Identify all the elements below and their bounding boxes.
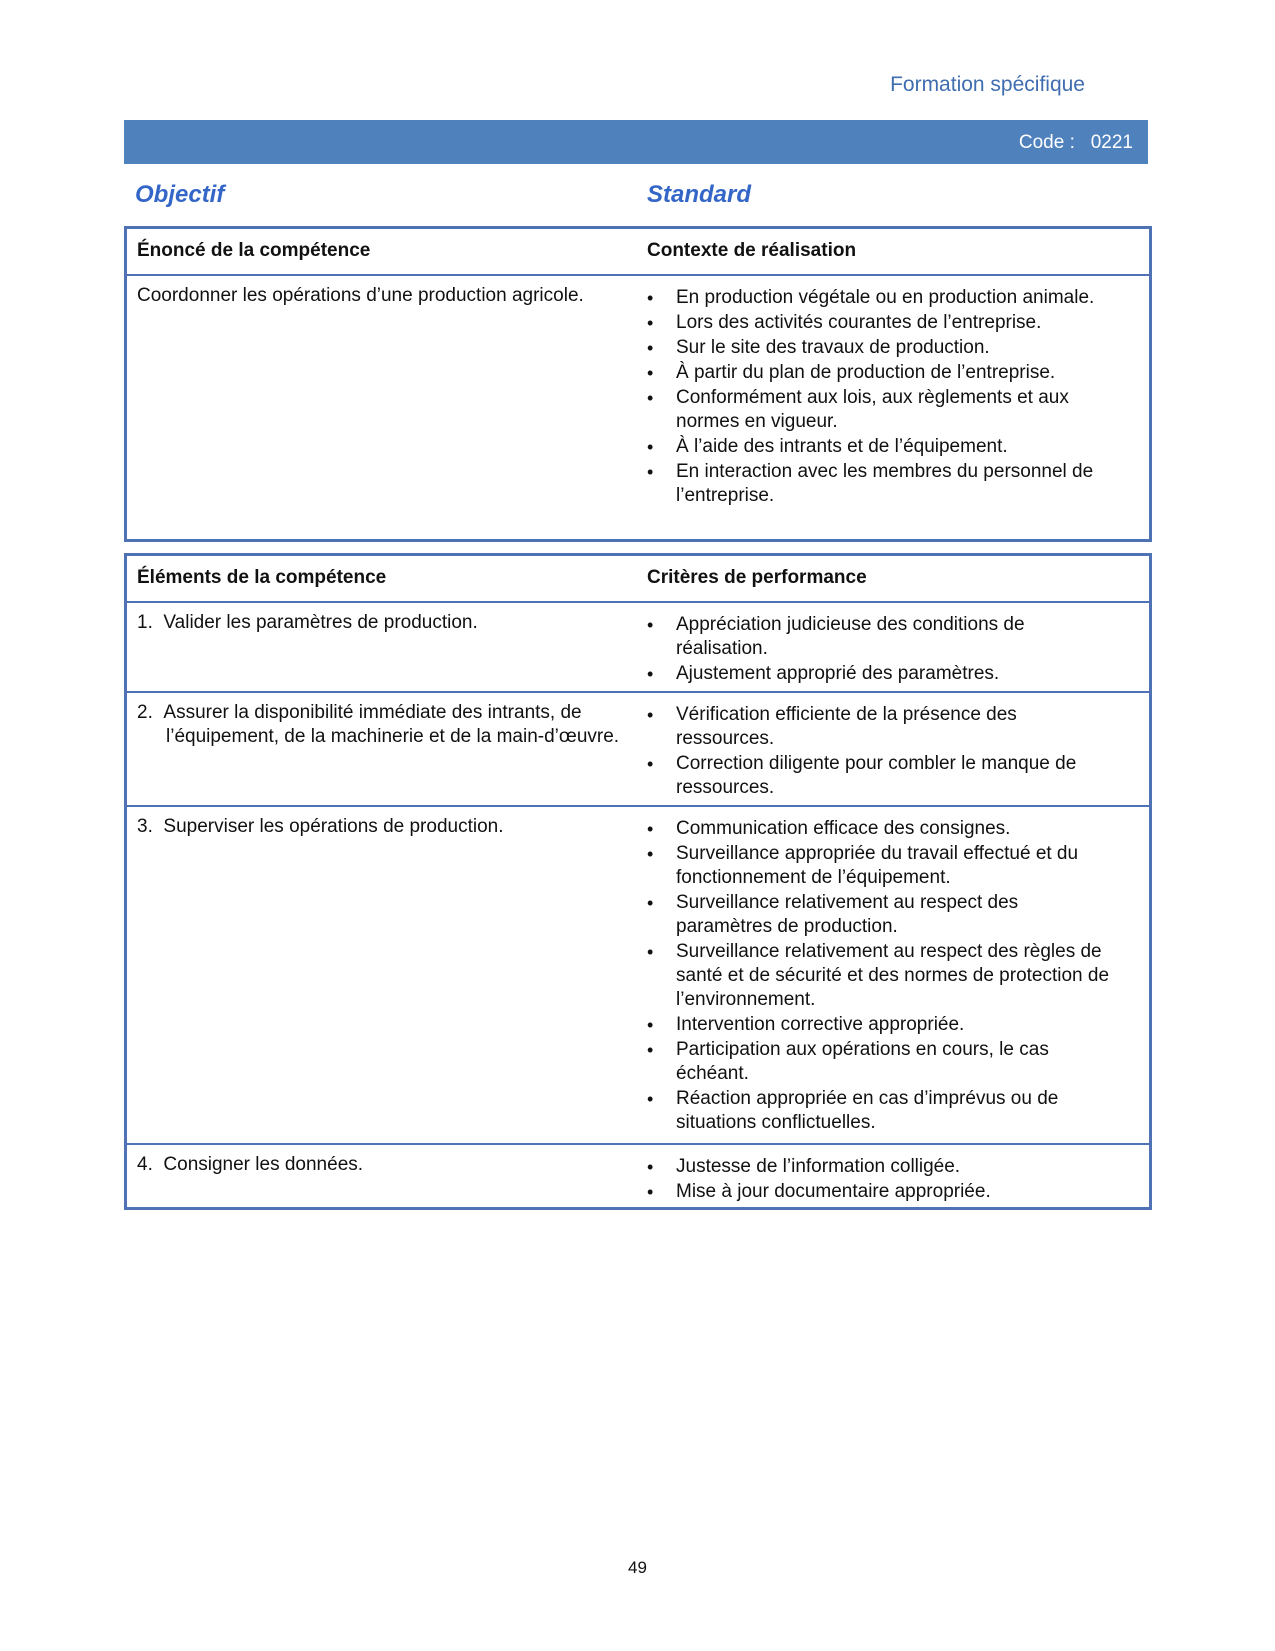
- criteria-list: [647, 613, 1117, 686]
- criteria-item: • Surveillance appropriée du travail effectué et du fonctionnement de l’équipement.: [647, 842, 1117, 890]
- criteria-item: • Appréciation judicieuse des conditions de réalisation.: [647, 613, 1117, 661]
- criteria-item: • Participation aux opérations en cours, le cas échéant.: [647, 1038, 1117, 1086]
- criteria-item: • Vérification efficiente de la présence des ressources.: [647, 703, 1117, 751]
- page-number: 49: [628, 1558, 647, 1577]
- code-value: 0221: [1090, 132, 1133, 153]
- criteria-item: • Ajustement approprié des paramètres.: [647, 662, 1117, 686]
- context-item: • À l’aide des intrants et de l’équipement.: [647, 435, 1117, 459]
- table-row: [127, 603, 1149, 693]
- criteria-item: • Mise à jour documentaire appropriée.: [647, 1180, 1117, 1204]
- code-label: Code :: [1018, 132, 1075, 153]
- elements-header: Éléments de la compétence: [137, 567, 387, 588]
- competence-header-row: [127, 229, 1149, 276]
- criteria-list: [647, 703, 1117, 800]
- criteria-list: [647, 1155, 1117, 1204]
- criteria-header: Critères de performance: [647, 567, 867, 588]
- element-text: 2. Assurer la disponibilité immédiate des intrants, de l’équipement, de la machinerie et de la main-d’œuvre.: [137, 702, 620, 747]
- context-item: • Sur le site des travaux de production.: [647, 336, 1117, 360]
- code-bar: [124, 120, 1148, 164]
- context-header: Contexte de réalisation: [647, 240, 857, 261]
- context-list: [647, 286, 1117, 508]
- context-item: • Conformément aux lois, aux règlements et aux normes en vigueur.: [647, 386, 1117, 434]
- standard-label: Standard: [647, 181, 752, 208]
- criteria-item: • Intervention corrective appropriée.: [647, 1013, 1117, 1037]
- elements-header-row: [127, 556, 1149, 603]
- element-text: 3. Superviser les opérations de production.: [137, 816, 504, 837]
- criteria-item: • Surveillance relativement au respect des règles de santé et de sécurité et des normes de protection de l’environnement.: [647, 940, 1117, 1012]
- criteria-item: • Justesse de l’information colligée.: [647, 1155, 1117, 1179]
- objective-label: Objectif: [135, 181, 225, 208]
- competence-statement-header: Énoncé de la compétence: [137, 240, 371, 261]
- table-row: [127, 807, 1149, 1145]
- context-item: • À partir du plan de production de l’entreprise.: [647, 361, 1117, 385]
- criteria-item: • Surveillance relativement au respect des paramètres de production.: [647, 891, 1117, 939]
- code-text: [1019, 132, 1133, 154]
- program-title: Formation spécifique: [890, 73, 1085, 96]
- table-row: [127, 693, 1149, 807]
- competence-statement: Coordonner les opérations d’une production agricole.: [137, 285, 584, 306]
- context-item: • En production végétale ou en production animale.: [647, 286, 1117, 310]
- context-item: • Lors des activités courantes de l’entreprise.: [647, 311, 1117, 335]
- criteria-item: • Correction diligente pour combler le manque de ressources.: [647, 752, 1117, 800]
- element-text: 1. Valider les paramètres de production.: [137, 612, 478, 633]
- criteria-item: • Réaction appropriée en cas d’imprévus ou de situations conflictuelles.: [647, 1087, 1117, 1135]
- context-item: • En interaction avec les membres du personnel de l’entreprise.: [647, 460, 1117, 508]
- criteria-list: [647, 817, 1117, 1135]
- element-text: 4. Consigner les données.: [137, 1154, 364, 1175]
- elements-table: [124, 553, 1152, 1210]
- table-row: [127, 1145, 1149, 1209]
- competence-table: [124, 226, 1152, 542]
- criteria-item: • Communication efficace des consignes.: [647, 817, 1117, 841]
- competence-row: [127, 276, 1149, 532]
